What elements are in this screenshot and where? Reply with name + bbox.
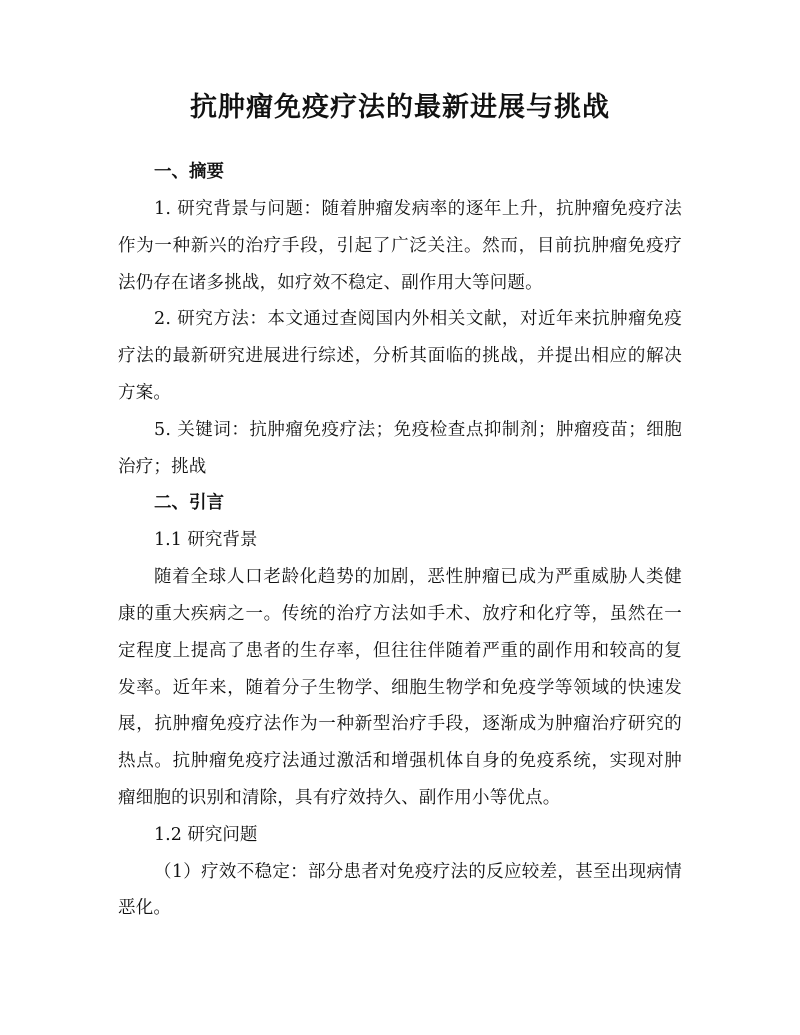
section-heading-introduction: 二、引言 [154, 493, 224, 514]
problem-item-1: （1）疗效不稳定：部分患者对免疫疗法的反应较差，甚至出现病情恶化。 [118, 861, 682, 919]
subsection-heading-problems: 1.2 研究问题 [154, 824, 258, 845]
abstract-paragraph-keywords: 5. 关键词：抗肿瘤免疫疗法；免疫检查点抑制剂；肿瘤疫苗；细胞治疗；挑战 [118, 419, 682, 477]
section-heading-abstract: 一、摘要 [154, 162, 224, 182]
abstract-paragraph-background: 1. 研究背景与问题：随着肿瘤发病率的逐年上升，抗肿瘤免疫疗法作为一种新兴的治疗手段，引起了广泛关注。然而，目前抗肿瘤免疫疗法仍存在诸多挑战，如疗效不稳定、副作用大等问题。 [118, 199, 682, 293]
abstract-paragraph-methods: 2. 研究方法：本文通过查阅国内外相关文献，对近年来抗肿瘤免疫疗法的最新研究进展进行综述，分析其面临的挑战，并提出相应的解决方案。 [118, 309, 682, 403]
subsection-heading-background: 1.1 研究背景 [154, 530, 258, 551]
document-title: 抗肿瘤免疫疗法的最新进展与挑战 [190, 92, 610, 123]
introduction-paragraph-background: 随着全球人口老龄化趋势的加剧，恶性肿瘤已成为严重威胁人类健康的重大疾病之一。传统的治疗方法如手术、放疗和化疗等，虽然在一定程度上提高了患者的生存率，但往往伴随着严重的副作用和较高的复发率。近年来，随着分子生物学、细胞生物学和免疫学等领域的快速发展，抗肿瘤免疫疗法作为一种新型治疗手段，逐渐成为肿瘤治疗研究的热点。抗肿瘤免疫疗法通过激活和增强机体自身的免疫系统，实现对肿瘤细胞的识别和清除，具有疗效持久、副作用小等优点。 [118, 567, 682, 808]
